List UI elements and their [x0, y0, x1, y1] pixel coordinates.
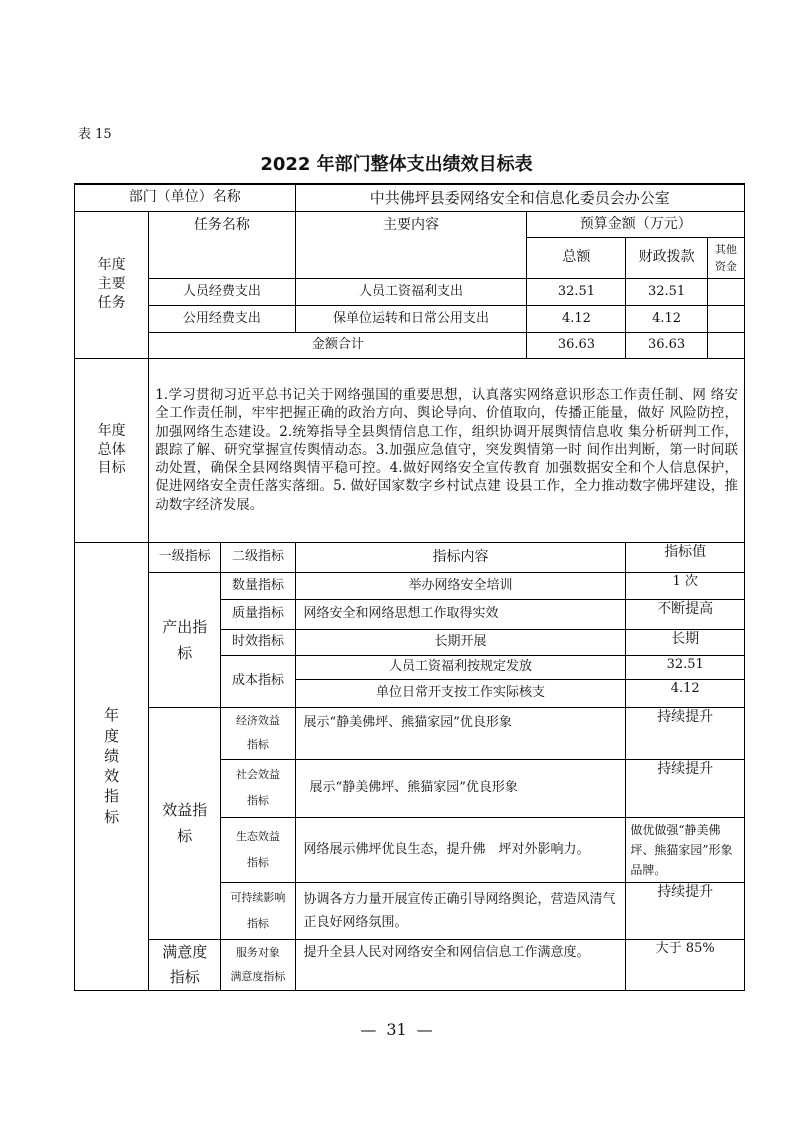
- satisfaction-indicator-label: 满意度 指标: [149, 939, 221, 990]
- economic-content: 展示“静美佛坪、熊猫家园”优良形象: [295, 707, 626, 759]
- col-main-content: 主要内容: [295, 211, 527, 278]
- sum-fiscal: 36.63: [626, 332, 707, 358]
- cost-label: 成本指标: [221, 655, 295, 707]
- sustainable-value: 持续提升: [626, 882, 745, 939]
- quantity-value: 1 次: [626, 572, 745, 599]
- indicator-header-row: [75, 542, 745, 572]
- ecological-content: 网络展示佛坪优良生态，提升佛 坪对外影响力。: [295, 817, 626, 882]
- task-content: 人员工资福利支出: [295, 278, 527, 305]
- sum-total: 36.63: [527, 332, 626, 358]
- economic-value: 持续提升: [626, 707, 745, 759]
- service-satisfaction-content: 提升全县人民对网络安全和网信信息工作满意度。: [295, 939, 626, 990]
- quantity-label: 数量指标: [221, 572, 295, 599]
- task-name: 公用经费支出: [149, 305, 295, 332]
- task-total: 32.51: [527, 278, 626, 305]
- col-indicator-content: 指标内容: [295, 542, 626, 572]
- page-number-dash-right: —: [416, 1020, 433, 1039]
- dept-label: 部门（单位）名称: [75, 184, 296, 211]
- service-satisfaction-value: 大于 85%: [626, 939, 745, 990]
- cost-value-1: 32.51: [626, 655, 745, 679]
- task-fiscal: 32.51: [626, 278, 707, 305]
- col-task-name: 任务名称: [149, 211, 295, 278]
- ecological-label: 生态效益 指标: [221, 817, 295, 882]
- social-value: 持续提升: [626, 759, 745, 817]
- goals-section-label: 年度 总体 目标: [75, 358, 149, 542]
- goals-row: [75, 358, 745, 542]
- economic-label: 经济效益 指标: [221, 707, 295, 759]
- dept-name: 中共佛坪县委网络安全和信息化委员会办公室: [295, 184, 744, 211]
- col-total: 总额: [527, 237, 626, 278]
- col-other: 其他 资金: [707, 237, 744, 278]
- task-name: 人员经费支出: [149, 278, 295, 305]
- timeliness-value: 长期: [626, 629, 745, 655]
- task-sum-row: [75, 332, 745, 358]
- col-level2: 二级指标: [221, 542, 295, 572]
- ecological-value: 做优做强“静美佛坪、熊猫家园”形象品牌。: [626, 817, 745, 882]
- indicators-section-label: 年 度 绩 效 指 标: [75, 542, 149, 990]
- indicator-row: [75, 707, 745, 759]
- col-budget: 预算金额（万元）: [527, 211, 745, 237]
- quality-content: 网络安全和网络思想工作取得实效: [295, 599, 626, 629]
- task-other: [707, 305, 744, 332]
- cost-content-2: 单位日常开支按工作实际核支: [295, 679, 626, 707]
- social-content: 展示“静美佛坪、熊猫家园”优良形象: [295, 759, 626, 817]
- task-row: [75, 278, 745, 305]
- task-total: 4.12: [527, 305, 626, 332]
- goals-text: 1.学习贯彻习近平总书记关于网络强国的重要思想，认真落实网络意识形态工作责任制、网 络安全工作责任制，牢牢把握正确的政治方向、舆论导向、价值取向，传播正能量，做好 风险防控，加强网络生态建设。2.统筹指导全县舆情信息工作，组织协调开展舆情信息收 集分析研判工作，跟踪了解、研究掌握宣传舆情动态。3.加强应急值守，突发舆情第一时 间作出判断，第一时间联动处置，确保全县网络舆情平稳可控。4.做好网络安全宣传教育 加强数据安全和个人信息保护，促进网络安全责任落实落细。5. 做好国家数字乡村试点建 设县工作，全力推动数字佛坪建设，推动数字经济发展。: [149, 358, 745, 542]
- page-number: [0, 1020, 793, 1039]
- quality-label: 质量指标: [221, 599, 295, 629]
- document-title: 2022 年部门整体支出绩效目标表: [260, 154, 533, 175]
- col-indicator-value: 指标值: [626, 542, 745, 572]
- service-satisfaction-label: 服务对象 满意度指标: [221, 939, 295, 990]
- cost-content-1: 人员工资福利按规定发放: [295, 655, 626, 679]
- timeliness-content: 长期开展: [295, 629, 626, 655]
- sum-other: [707, 332, 744, 358]
- dept-row: [75, 184, 745, 211]
- quality-value: 不断提高: [626, 599, 745, 629]
- performance-target-table: [74, 183, 745, 991]
- task-content: 保单位运转和日常公用支出: [295, 305, 527, 332]
- page-number-value: 31: [386, 1020, 407, 1039]
- cost-value-2: 4.12: [626, 679, 745, 707]
- indicator-row: [75, 939, 745, 990]
- page-number-dash-left: —: [360, 1020, 377, 1039]
- timeliness-label: 时效指标: [221, 629, 295, 655]
- sustainable-content: 协调各方力量开展宣传正确引导网络舆论，营造风清气正良好网络氛围。: [295, 882, 626, 939]
- output-indicator-label: 产出指 标: [149, 572, 221, 707]
- col-fiscal: 财政拨款: [626, 237, 707, 278]
- col-level1: 一级指标: [149, 542, 221, 572]
- quantity-content: 举办网络安全培训: [295, 572, 626, 599]
- sustainable-label: 可持续影响 指标: [221, 882, 295, 939]
- table-number-label: 表 15: [78, 127, 112, 142]
- social-label: 社会效益 指标: [221, 759, 295, 817]
- task-fiscal: 4.12: [626, 305, 707, 332]
- tasks-section-label: 年度 主要 任务: [75, 211, 149, 358]
- indicator-row: [75, 572, 745, 599]
- sum-label: 金额合计: [149, 332, 527, 358]
- benefit-indicator-label: 效益指 标: [149, 707, 221, 939]
- task-other: [707, 278, 744, 305]
- task-header-row: [75, 211, 745, 237]
- task-row: [75, 305, 745, 332]
